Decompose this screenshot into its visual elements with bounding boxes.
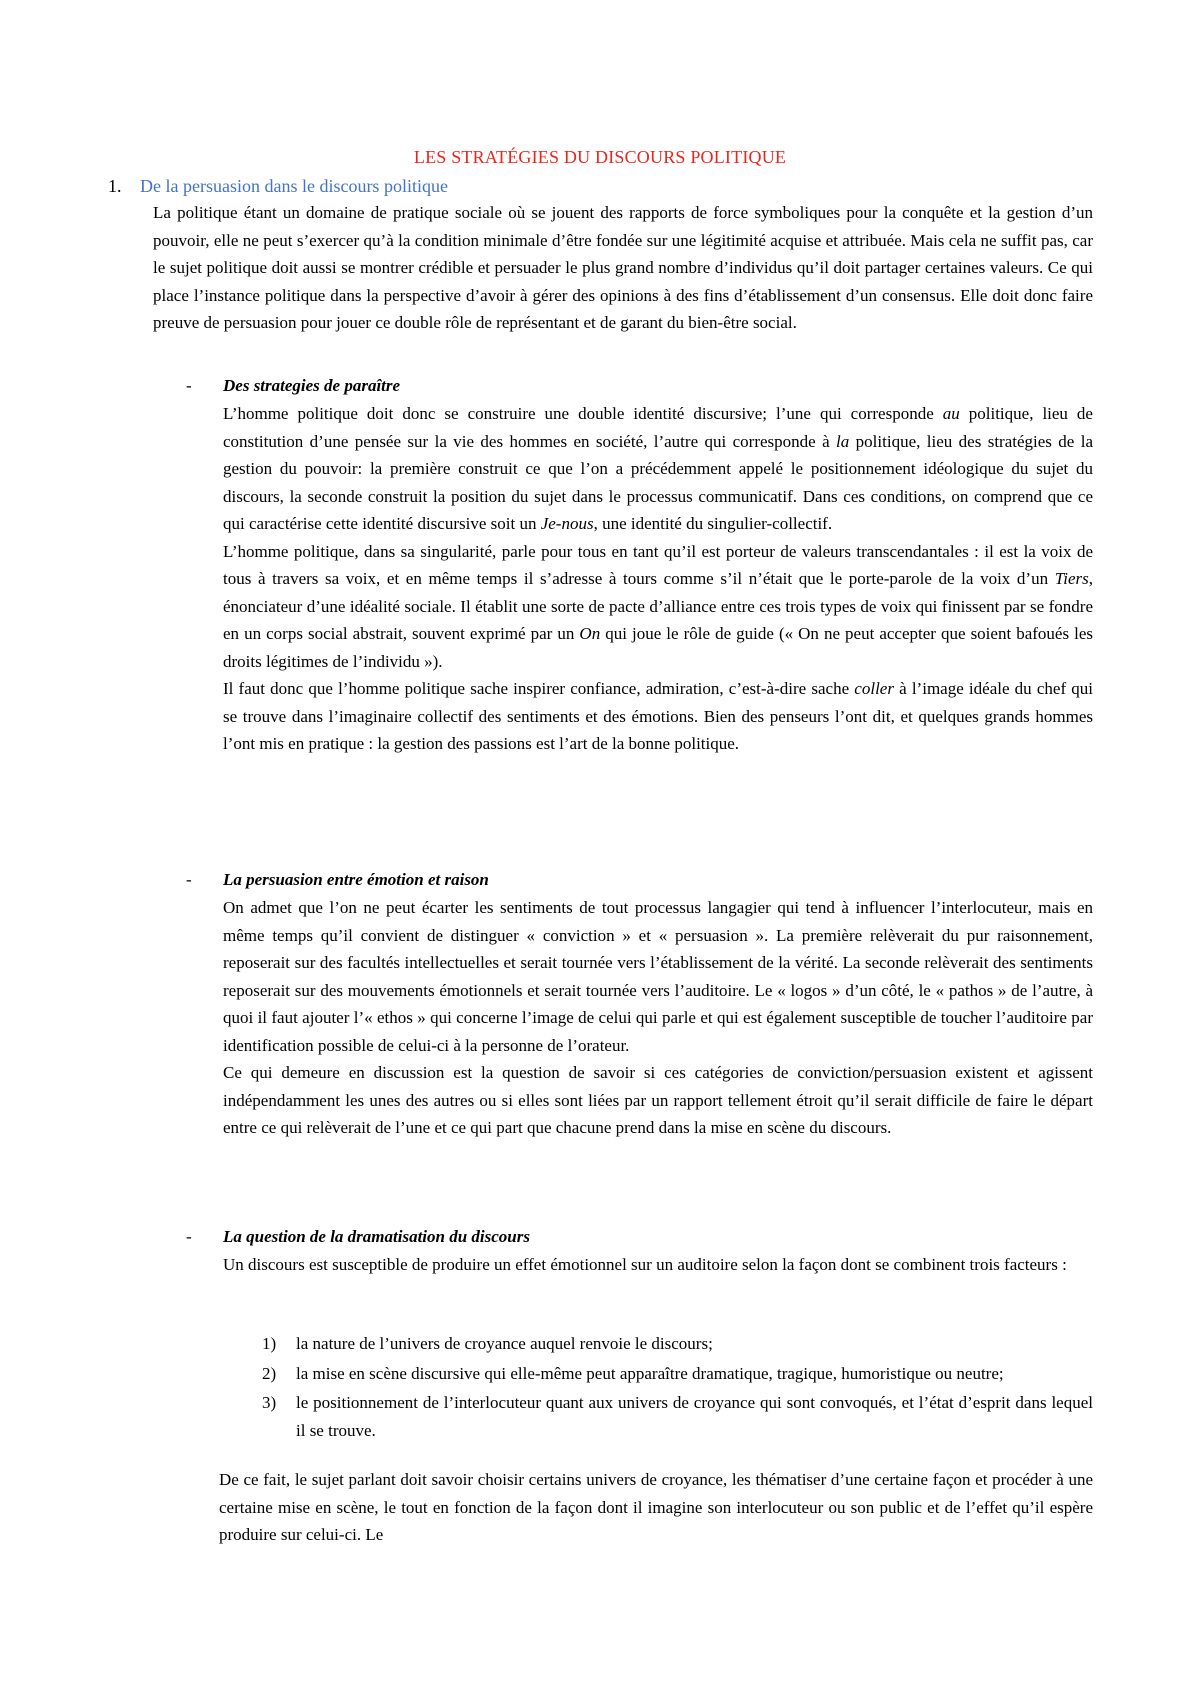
subsection-strategies-body (223, 400, 1093, 758)
text-run: L’homme politique, dans sa singularité, parle pour tous en tant qu’il est porteur de valeurs transcendantales : il est la voix de tous à travers sa voix, et en même temps il s’adresse à tours comme s’il n’était que le porte-parole de la voix d’un (223, 541, 1093, 588)
italic-run: coller (854, 679, 894, 698)
text-run: qui joue le rôle de guide (« On ne peut accepter que soient bafoués les droits légitimes de l’individu »). (223, 624, 1093, 671)
list-item-number: 1) (262, 1334, 277, 1353)
closing-paragraph (219, 1466, 1093, 1549)
paragraph (223, 675, 1093, 758)
bullet-dash: - (186, 376, 192, 395)
bullet-dash: - (186, 870, 192, 889)
paragraph (223, 538, 1093, 676)
italic-run: au (942, 404, 960, 423)
text-run: à l’image idéale du chef qui se trouve dans l’imaginaire collectif des sentiments et des émotions. Bien des penseurs l’ont dit, et quelques grands hommes l’ont mis en pratique : la gestion des passions est l’art de la bonne politique. (223, 679, 1093, 753)
factors-list (262, 1330, 1093, 1446)
paragraph: Ce qui demeure en discussion est la question de savoir si ces catégories de conviction/persuasion existent et agissent indépendamment les unes des autres ou si elles sont liées par un rapport tellement étroit qu’il serait difficile de faire le départ entre ce qui relèverait de l’une et ce qui part que chacune prend dans la mise en scène du discours. (223, 1063, 1093, 1137)
document-title: LES STRATÉGIES DU DISCOURS POLITIQUE (413, 147, 787, 167)
subheading-text: La question de la dramatisation du discours (223, 1227, 530, 1246)
subheading-text: Des strategies de paraître (223, 376, 401, 395)
section-heading-text: De la persuasion dans le discours politique (140, 176, 448, 196)
section-heading (108, 173, 448, 201)
list-item (262, 1360, 1093, 1388)
subheading-text: La persuasion entre émotion et raison (223, 870, 489, 889)
paragraph (223, 400, 1093, 538)
italic-run: Tiers (1054, 569, 1089, 588)
text-run: politique, lieu de constitution d’une pensée sur la vie des hommes en société, l’autre qui corresponde à (223, 404, 1093, 451)
list-item-number: 3) (262, 1393, 277, 1412)
subsection-persuasion-body (223, 894, 1093, 1142)
intro-paragraph (153, 199, 1093, 337)
paragraph: On admet que l’on ne peut écarter les sentiments de tout processus langagier qui tend à influencer l’interlocuteur, mais en même temps qu’il convient de distinguer « conviction » et « persuasion ». La première relèverait du pur raisonnement, reposerait sur des facultés intellectuelles et serait tournée vers l’établissement de la vérité. La seconde relèverait des sentiments reposerait sur des mouvements émotionnels et serait tournée vers l’auditoire. Le « logos » d’un côté, le « pathos » de l’autre, à quoi il faut ajouter l’« ethos » qui concerne l’image de celui qui parle et qui est également susceptible de toucher l’auditoire par identification possible de celui-ci à la personne de l’orateur. (223, 898, 1093, 1055)
paragraph: Un discours est susceptible de produire un effet émotionnel sur un auditoire selon la façon dont se combinent trois facteurs : (223, 1255, 1067, 1274)
paragraph: De ce fait, le sujet parlant doit savoir choisir certains univers de croyance, les thématiser d’une certaine façon et procéder à une certaine mise en scène, le tout en fonction de la façon dont il imagine son interlocuteur ou son public et de l’effet qu’il espère produire sur celui-ci. Le (219, 1470, 1093, 1544)
italic-run: la (836, 431, 850, 451)
intro-text: La politique étant un domaine de pratique sociale où se jouent des rapports de force symboliques pour la conquête et la gestion d’un pouvoir, elle ne peut s’exercer qu’à la condition minimale d’être fondée sur une légitimité acquise et attribuée. Mais cela ne suffit pas, car le sujet politique doit aussi se montrer crédible et persuader le plus grand nombre d’individus qu’il doit partager certaines valeurs. Ce qui place l’instance politique dans la perspective d’avoir à gérer des opinions à des fins d’établissement d’un consensus. Elle doit donc faire preuve de persuasion pour jouer ce double rôle de représentant et de garant du bien-être social. (153, 203, 1093, 332)
list-item-number: 2) (262, 1363, 277, 1383)
text-run: Il faut donc que l’homme politique sache inspirer confiance, admiration, c’est-à-dire sache (223, 679, 855, 698)
text-run: politique, lieu des stratégies de la gestion du pouvoir: la première construit ce que l’on a précédemment appelé le positionnement idéologique du sujet du discours, la seconde construit la position du sujet dans le processus communicatif. Dans ces conditions, on comprend que ce qui caractérise cette identité discursive soit un (223, 431, 1094, 533)
text-run: L’homme politique doit donc se construire une double identité discursive; l’une qui corresponde (223, 404, 943, 423)
list-item-text: la mise en scène discursive qui elle-même peut apparaître dramatique, tragique, humoristique ou neutre; (296, 1363, 1004, 1383)
list-item (262, 1330, 1093, 1358)
subsection-dramatisation-body (223, 1251, 1093, 1279)
list-item-text: le positionnement de l’interlocuteur quant aux univers de croyance qui sont convoqués, et l’état d’esprit dans lequel il se trouve. (296, 1393, 1093, 1440)
list-item-text: la nature de l’univers de croyance auquel renvoie le discours; (296, 1334, 713, 1353)
italic-run: Je-nous (540, 514, 594, 533)
text-run: , énonciateur d’une idéalité sociale. Il établit une sorte de pacte d’alliance entre ces trois types de voix qui finissent par se fondre en un corps social abstrait, souvent exprimé par un (223, 569, 1093, 643)
section-number: 1. (108, 176, 122, 196)
bullet-dash: - (186, 1227, 192, 1246)
list-item (262, 1389, 1093, 1444)
text-run: , une identité du singulier-collectif. (593, 514, 833, 533)
italic-run: On (579, 624, 601, 643)
